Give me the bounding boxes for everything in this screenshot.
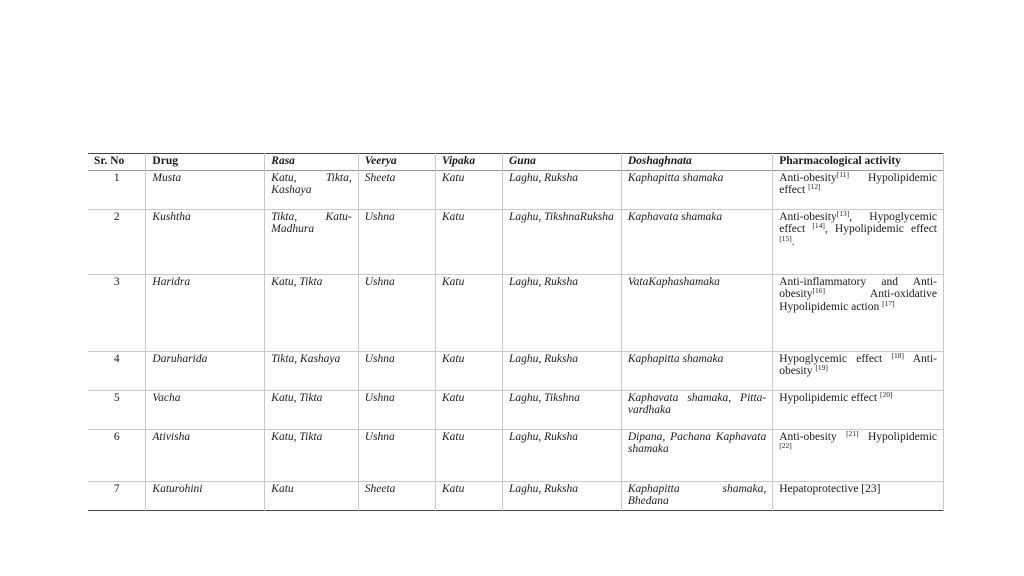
header-sr-no: Sr. No	[94, 155, 125, 167]
cell-veerya: Ushna	[358, 351, 435, 390]
cell-vipaka: Katu	[435, 274, 502, 351]
cell-rasa: Katu, Tikta, Kashaya	[265, 170, 358, 209]
pharm-text: , Hypolipidemic effect	[824, 223, 938, 236]
cell-drug: Kushtha	[146, 209, 265, 274]
header-veerya: Veerya	[358, 154, 435, 171]
reference-marker: [11]	[836, 169, 849, 179]
cell-sr-no: 3	[113, 275, 120, 288]
pharm-text: , Hypoglycemic effect	[779, 210, 937, 236]
cell-veerya: Ushna	[358, 390, 435, 429]
table-row	[88, 209, 944, 274]
reference-marker: [18]	[891, 350, 905, 360]
header-row	[88, 154, 944, 171]
cell-vipaka: Katu	[435, 481, 502, 510]
reference-marker: [19]	[815, 363, 828, 373]
cell-pharmacological-activity	[773, 351, 944, 390]
cell-rasa: Tikta, Kashaya	[265, 351, 358, 390]
cell-veerya: Sheeta	[358, 170, 435, 209]
cell-sr-no: 6	[113, 430, 120, 443]
drug-properties-table	[88, 153, 944, 511]
pharm-text: Hypolipidemic effect	[779, 391, 880, 404]
cell-sr-no: 4	[113, 352, 120, 365]
cell-vipaka: Katu	[435, 209, 502, 274]
cell-rasa: Katu	[265, 481, 358, 510]
cell-guna: Laghu, Tikshna	[503, 390, 622, 429]
cell-doshaghnata: Kaphapitta shamaka	[621, 351, 772, 390]
cell-pharmacological-activity	[773, 481, 944, 510]
cell-guna: Laghu, Ruksha	[503, 481, 622, 510]
pharm-text: Anti-obesity	[779, 171, 837, 184]
cell-pharmacological-activity	[773, 170, 944, 209]
pharm-text: Hypolipidemic effect	[779, 171, 937, 197]
table-row	[88, 481, 944, 510]
pharm-text: Anti-obesity	[779, 352, 937, 378]
cell-pharmacological-activity	[773, 274, 944, 351]
cell-pharmacological-activity	[773, 209, 944, 274]
reference-marker: [17]	[882, 298, 895, 308]
reference-marker: [13]	[836, 208, 850, 218]
cell-rasa: Tikta, Katu-Madhura	[265, 209, 358, 274]
table-row	[88, 390, 944, 429]
cell-doshaghnata: Kaphavata shamaka, Pitta-vardhaka	[621, 390, 772, 429]
cell-sr-no: 2	[113, 210, 120, 223]
cell-doshaghnata: VataKaphashamaka	[621, 274, 772, 351]
cell-drug: Katurohini	[146, 481, 265, 510]
cell-rasa: Katu, Tikta	[265, 274, 358, 351]
pharm-text: Hypolipidemic	[858, 430, 937, 443]
table-row	[88, 429, 944, 481]
pharm-text: Anti-oxidative Hypolipidemic action	[779, 288, 937, 313]
header-pharmacological-activity: Pharmacological activity	[773, 154, 944, 171]
reference-marker: [16]	[812, 286, 825, 296]
reference-marker: [20]	[879, 389, 893, 399]
cell-veerya: Sheeta	[358, 481, 435, 510]
header-drug: Drug	[146, 154, 265, 171]
cell-drug: Daruharida	[146, 351, 265, 390]
cell-veerya: Ushna	[358, 429, 435, 481]
reference-marker: [15]	[779, 233, 792, 243]
header-doshaghnata: Doshaghnata	[621, 154, 772, 171]
cell-doshaghnata: Kaphapitta shamaka, Bhedana	[621, 481, 772, 510]
cell-rasa: Katu, Tikta	[265, 429, 358, 481]
cell-pharmacological-activity	[773, 429, 944, 481]
cell-guna: Laghu, TikshnaRuksha	[503, 209, 622, 274]
reference-marker: [14]	[812, 221, 825, 231]
cell-vipaka: Katu	[435, 390, 502, 429]
reference-marker: [22]	[779, 441, 792, 451]
cell-sr-no: 1	[113, 171, 120, 184]
cell-doshaghnata: Dipana, Pachana Kaphavata shamaka	[621, 429, 772, 481]
cell-doshaghnata: Kaphapitta shamaka	[621, 170, 772, 209]
cell-drug: Musta	[146, 170, 265, 209]
pharm-text: Anti-obesity	[779, 210, 837, 223]
header-rasa: Rasa	[265, 154, 358, 171]
cell-drug: Haridra	[146, 274, 265, 351]
cell-doshaghnata: Kaphavata shamaka	[621, 209, 772, 274]
header-guna: Guna	[503, 154, 622, 171]
cell-guna: Laghu, Ruksha	[503, 170, 622, 209]
header-vipaka: Vipaka	[435, 154, 502, 171]
pharm-text: .	[791, 235, 795, 248]
cell-pharmacological-activity	[773, 390, 944, 429]
pharm-text: Anti-inflammatory and Anti-obesity	[779, 275, 937, 301]
cell-guna: Laghu, Ruksha	[503, 429, 622, 481]
cell-veerya: Ushna	[358, 274, 435, 351]
cell-guna: Laghu, Ruksha	[503, 351, 622, 390]
cell-vipaka: Katu	[435, 429, 502, 481]
reference-marker: [21]	[846, 428, 859, 438]
cell-vipaka: Katu	[435, 351, 502, 390]
cell-drug: Ativisha	[146, 429, 265, 481]
table-row	[88, 351, 944, 390]
cell-vipaka: Katu	[435, 170, 502, 209]
table-row	[88, 170, 944, 209]
cell-guna: Laghu, Ruksha	[503, 274, 622, 351]
cell-veerya: Ushna	[358, 209, 435, 274]
reference-marker: [12]	[808, 182, 821, 192]
cell-sr-no: 7	[113, 482, 120, 495]
table-row	[88, 274, 944, 351]
pharm-text: Anti-obesity	[779, 430, 847, 443]
cell-drug: Vacha	[146, 390, 265, 429]
cell-rasa: Katu, Tikta	[265, 390, 358, 429]
pharm-text: Hypoglycemic effect	[779, 352, 892, 365]
pharm-text: Hepatoprotective [23]	[779, 482, 881, 495]
cell-sr-no: 5	[113, 391, 120, 404]
